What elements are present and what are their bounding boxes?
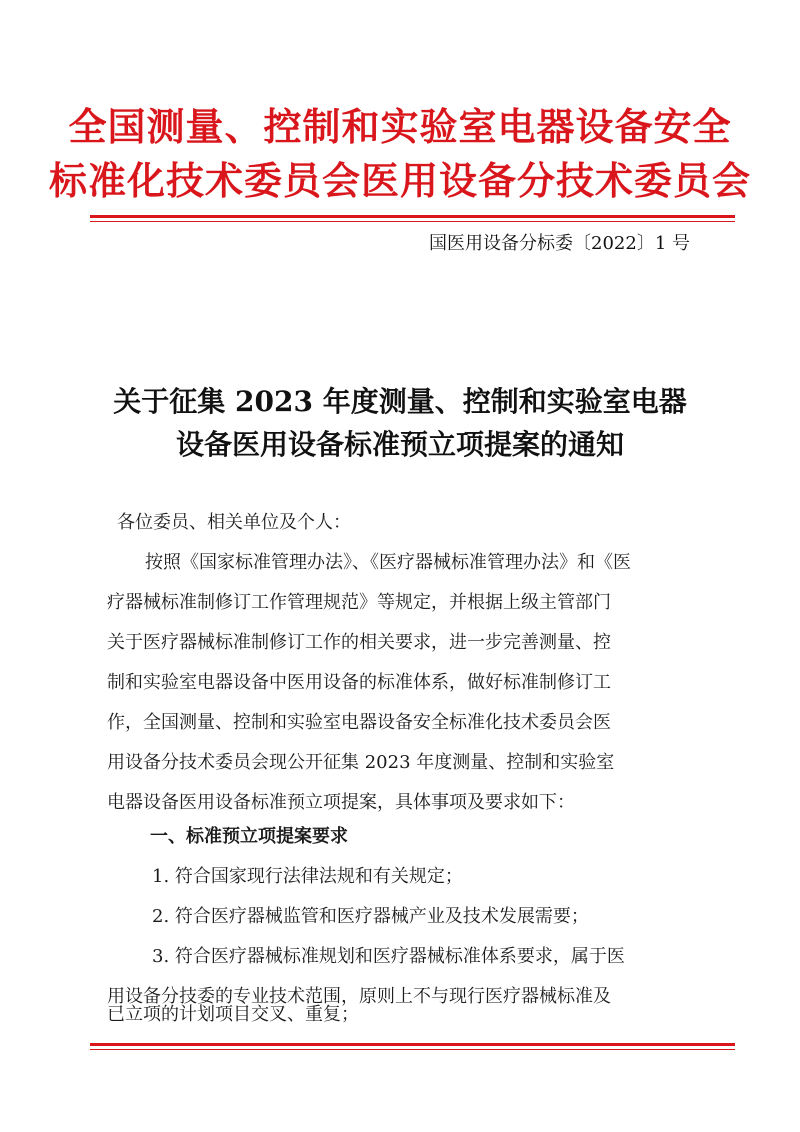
notice-title-line-2: 设备医用设备标准预立项提案的通知 bbox=[175, 428, 624, 461]
document-number: 国医用设备分标委〔2022〕1 号 bbox=[429, 233, 690, 254]
paragraph-1-line-6: 用设备分技术委员会现公开征集 2023 年度测量、控制和实验室 bbox=[107, 752, 615, 773]
header-divider-thick bbox=[90, 215, 735, 218]
committee-name-line-1: 全国测量、控制和实验室电器设备安全 bbox=[68, 105, 732, 149]
requirement-item-2: 2. 符合医疗器械监管和医疗器械产业及技术发展需要； bbox=[152, 906, 589, 927]
requirement-item-3-line-3: 已立项的计划项目交叉、重复； bbox=[107, 1004, 359, 1025]
header-divider-thin bbox=[90, 221, 735, 222]
requirement-item-3-line-1: 3. 符合医疗器械标准规划和医疗器械标准体系要求，属于医 bbox=[152, 946, 625, 967]
requirement-item-3-line-2: 用设备分技委的专业技术范围，原则上不与现行医疗器械标准及 bbox=[107, 986, 611, 1007]
footer-divider-thick bbox=[90, 1043, 735, 1046]
paragraph-1-line-5: 作，全国测量、控制和实验室电器设备安全标准化技术委员会医 bbox=[107, 712, 611, 733]
paragraph-1-line-2: 疗器械标准制修订工作管理规范》等规定，并根据上级主管部门 bbox=[107, 592, 611, 613]
paragraph-1-line-3: 关于医疗器械标准制修订工作的相关要求，进一步完善测量、控 bbox=[107, 632, 611, 653]
section-1-heading: 一、标准预立项提案要求 bbox=[150, 826, 348, 847]
requirement-item-1: 1. 符合国家现行法律法规和有关规定； bbox=[152, 866, 463, 887]
paragraph-1-line-1: 按照《国家标准管理办法》、《医疗器械标准管理办法》和《医 bbox=[145, 552, 631, 573]
committee-name-line-2: 标准化技术委员会医用设备分技术委员会 bbox=[48, 159, 751, 203]
salutation: 各位委员、相关单位及个人： bbox=[117, 512, 351, 533]
notice-title-line-1: 关于征集 2023 年度测量、控制和实验室电器 bbox=[113, 385, 687, 418]
paragraph-1-line-4: 制和实验室电器设备中医用设备的标准体系，做好标准制修订工 bbox=[107, 672, 611, 693]
footer-divider-thin bbox=[90, 1049, 735, 1050]
paragraph-1-line-7: 电器设备医用设备标准预立项提案，具体事项及要求如下： bbox=[107, 792, 575, 813]
